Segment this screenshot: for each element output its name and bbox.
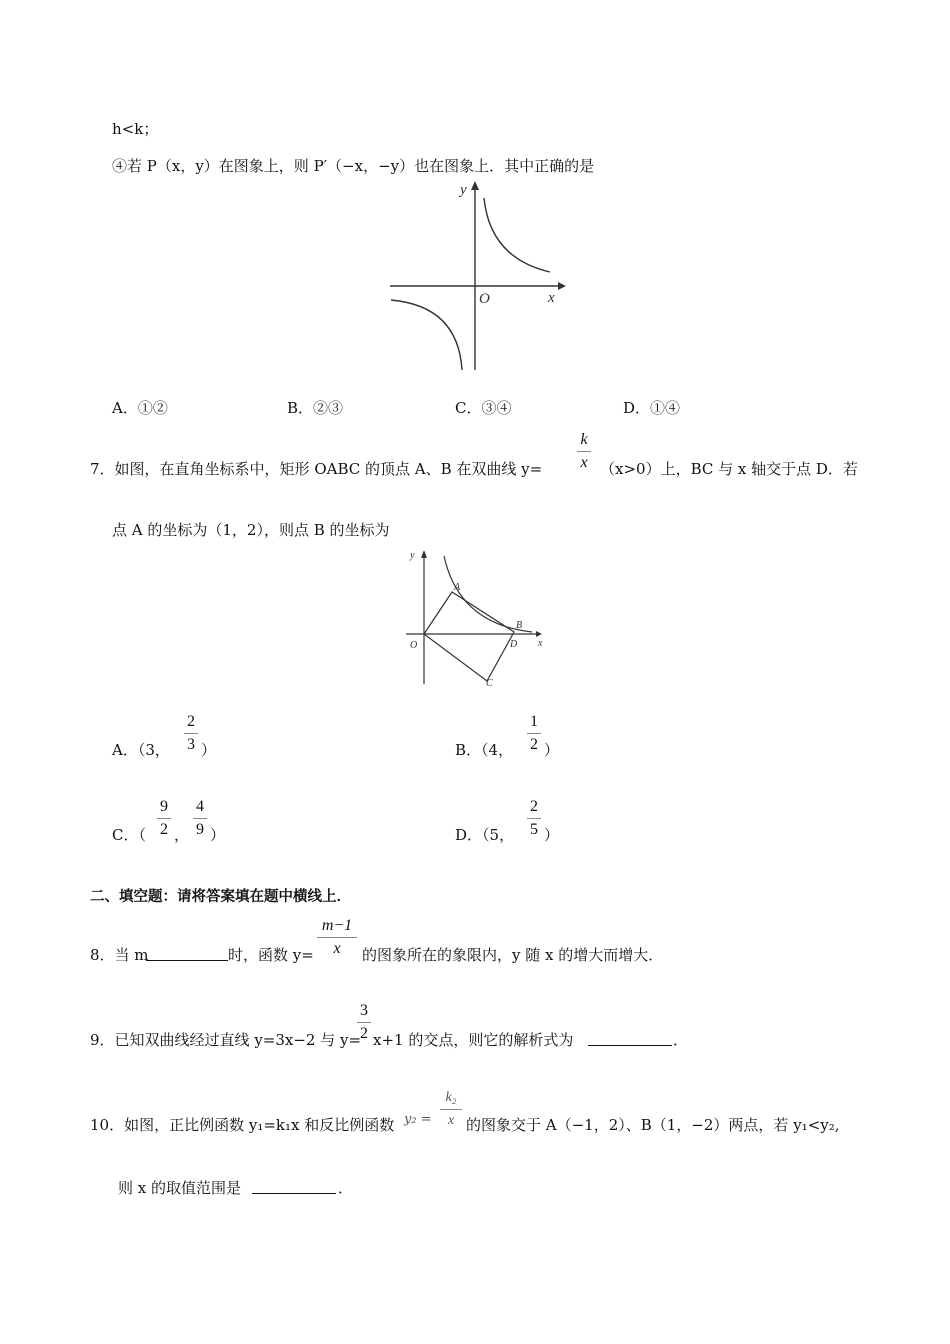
q8-text-c: 的图象所在的象限内，y 随 x 的增大而增大．: [362, 946, 664, 964]
q6-option-b: B．②③: [287, 399, 344, 417]
q10-frac-num: k₂: [445, 1090, 457, 1105]
q7-option-c-num2: 4: [196, 798, 204, 815]
q7-option-a-bar: [184, 733, 198, 734]
section-2-title: 二、填空题：请将答案填在题中横线上．: [90, 889, 351, 905]
q8-fraction: [317, 916, 357, 959]
q6-y-label: y: [460, 182, 467, 198]
q7-option-a-num: 2: [187, 713, 195, 730]
q7-option-a-den: 3: [187, 736, 195, 753]
q9-text-b: x+1 的交点，则它的解析式为: [373, 1031, 574, 1049]
q6-x-arrow: [558, 282, 566, 290]
q6-x-label: x: [548, 290, 555, 306]
q8-text-a: 8．当 m: [90, 946, 149, 964]
q6-branch-left: [391, 300, 462, 370]
q7-option-c-den1: 2: [160, 821, 168, 838]
q7-text-b: （x>0）上，BC 与 x 轴交于点 D．若: [600, 460, 858, 478]
q7-option-c-bar1: [157, 818, 171, 819]
q6-option-d: D．①④: [623, 399, 681, 417]
q7-option-c-fraction-1: [157, 797, 171, 840]
q7-option-b-den: 2: [530, 736, 538, 753]
q7-option-c-fraction-2: [193, 797, 207, 840]
q7-option-c-prefix: C．（: [112, 826, 146, 844]
q10-frac-bar: [440, 1109, 462, 1110]
q6-option-a: A．①②: [112, 399, 168, 417]
q9-answer-blank[interactable]: [588, 1031, 672, 1046]
q10-fraction: [440, 1088, 462, 1131]
q7-option-d-prefix: D．（5，: [455, 826, 515, 844]
q10-text-b: 的图象交于 A（−1，2）、B（1，−2）两点，若 y₁<y₂,: [466, 1116, 840, 1134]
q9-frac-den: 2: [360, 1025, 368, 1042]
q6-option-c: C．③④: [455, 399, 512, 417]
q6-line1: h<k；: [112, 120, 159, 138]
q7-option-b-fraction: [527, 712, 541, 755]
q7-option-c-num1: 9: [160, 798, 168, 815]
q7-y-label: y: [410, 550, 415, 561]
q7-rectangle-graph: [404, 546, 548, 686]
q7-option-c-suffix: ）: [210, 826, 226, 844]
q7-option-b-prefix: B．（4，: [455, 741, 514, 759]
q7-point-a: A: [454, 582, 461, 593]
q10-answer-blank[interactable]: [252, 1179, 336, 1194]
q9-frac-num: 3: [360, 1002, 368, 1019]
q7-option-b-num: 1: [530, 713, 538, 730]
q9-text-a: 9．已知双曲线经过直线 y=3x−2 与 y=: [90, 1031, 362, 1049]
q7-option-a-suffix: ）: [201, 741, 217, 759]
q10-line2: 则 x 的取值范围是: [118, 1179, 241, 1197]
q7-fraction: [577, 430, 591, 473]
q7-option-d-bar: [527, 818, 541, 819]
q7-option-b-bar: [527, 733, 541, 734]
q8-text-b: 时，函数 y=: [228, 946, 314, 964]
q8-frac-den: x: [333, 940, 341, 957]
q7-option-c-bar2: [193, 818, 207, 819]
q7-option-a-fraction: [184, 712, 198, 755]
q7-text-a: 7．如图，在直角坐标系中，矩形 OABC 的顶点 A、B 在双曲线 y=: [90, 460, 543, 478]
q8-frac-num: m−1: [321, 917, 353, 934]
q7-option-c-mid: ，: [174, 826, 190, 844]
q7-option-b-suffix: ）: [544, 741, 560, 759]
q7-line2: 点 A 的坐标为（1，2），则点 B 的坐标为: [112, 521, 390, 539]
q7-option-d-num: 2: [530, 798, 538, 815]
q7-origin-label: O: [410, 640, 418, 651]
q8-answer-blank[interactable]: [146, 946, 228, 961]
q7-option-c-den2: 9: [196, 821, 204, 838]
q8-frac-bar: [317, 937, 357, 938]
q6-y-arrow: [471, 181, 479, 190]
q7-frac-bar: [577, 451, 591, 452]
q7-point-c: C: [486, 678, 493, 686]
q6-origin-label: O: [479, 291, 490, 307]
q9-frac-bar: [357, 1022, 371, 1023]
q9-fraction: [357, 1001, 371, 1044]
q6-branch-right: [484, 198, 550, 272]
q7-x-label: x: [538, 638, 543, 649]
q7-x-arrow: [536, 631, 542, 637]
q7-option-d-den: 5: [530, 821, 538, 838]
q9-text-c: ．: [673, 1031, 689, 1049]
q7-point-d: D: [510, 639, 518, 650]
q10-frac-den: x: [447, 1113, 455, 1128]
q7-frac-num: k: [580, 431, 588, 448]
q7-point-b: B: [516, 620, 523, 631]
q10-lhs: y₂ =: [404, 1112, 432, 1127]
q7-option-a-prefix: A．（3，: [112, 741, 170, 759]
q7-option-d-fraction: [527, 797, 541, 840]
q7-y-arrow: [421, 550, 427, 558]
q7-option-d-suffix: ）: [544, 826, 560, 844]
q6-line2: ④若 P（x，y）在图象上，则 P′（−x，−y）也在图象上．其中正确的是: [112, 157, 595, 175]
q7-frac-den: x: [580, 454, 588, 471]
q6-hyperbola-graph: [388, 178, 568, 373]
q10-line2-end: ．: [338, 1179, 354, 1197]
q10-text-a: 10．如图，正比例函数 y₁=k₁x 和反比例函数: [90, 1116, 395, 1134]
